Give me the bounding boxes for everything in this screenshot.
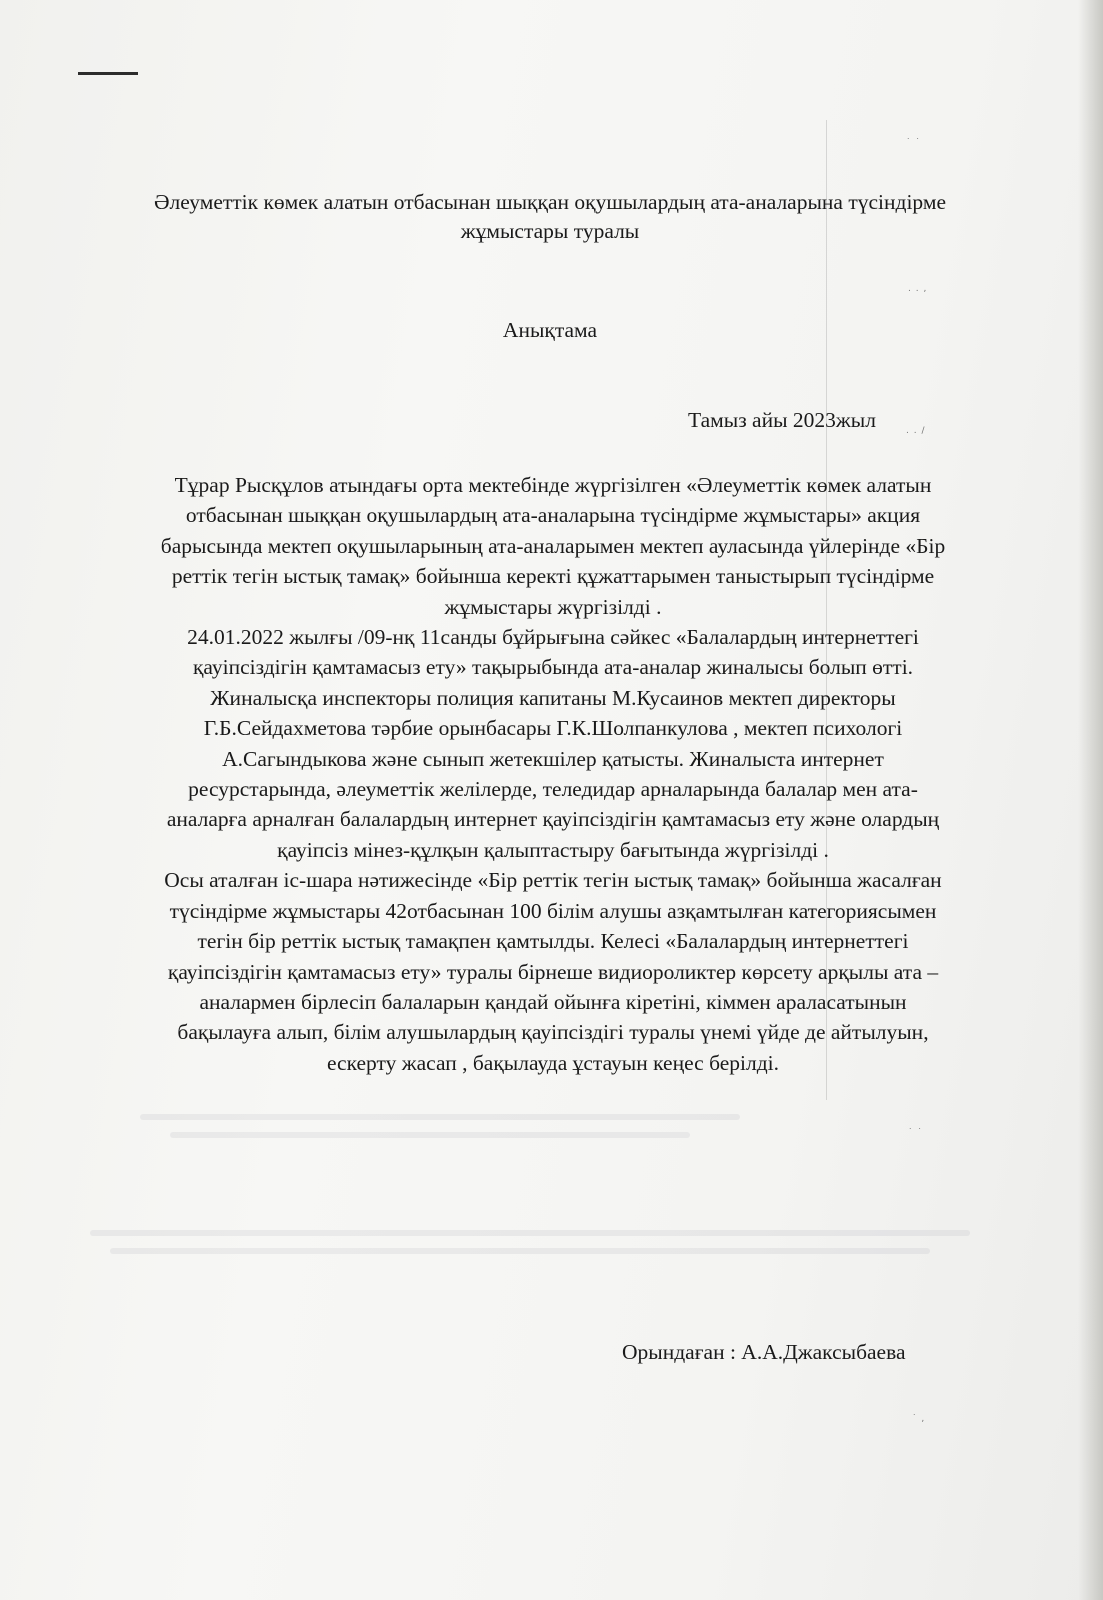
body-line: түсіндірме жұмыстары 42отбасынан 100 білім алушы азқамтылған категориясымен — [169, 898, 937, 923]
document-body — [58, 470, 1048, 1078]
show-through-text — [80, 1110, 980, 1270]
body-line: барысында мектеп оқушыларының ата-аналарымен мектеп ауласында үйлерінде «Бір — [160, 533, 946, 558]
scan-speck: ˙ ˙ — [908, 1128, 923, 1138]
document-title: Әлеуметтік көмек алатын отбасынан шыққан оқушылардың ата-аналарына түсіндірме жұмыстары туралы — [154, 190, 946, 243]
body-line: Осы аталған іс-шара нәтижесінде «Бір реттік тегін ыстық тамақ» бойынша жасалған — [164, 868, 942, 893]
body-line: А.Сагындыкова және сынып жетекшілер қатысты. Жиналыста интернет — [222, 746, 884, 771]
scan-speck: . . / — [906, 426, 926, 436]
body-line: бақылауға алып, білім алушылардың қауіпсіздігі туралы үнемі үйде де айтылуын, — [177, 1020, 929, 1045]
signature-line: Орындаған : А.А.Джаксыбаева — [622, 1340, 906, 1364]
body-line: жұмыстары жүргізілді . — [444, 594, 662, 619]
scan-speck: ˙ , — [912, 1414, 926, 1424]
body-line: Жиналысқа инспекторы полиция капитаны М.Кусаинов мектеп директоры — [210, 685, 896, 710]
scan-speck: ˙ ˙ — [906, 138, 921, 148]
body-line: аналармен бірлесіп балаларын қандай ойынға кіретіні, кіммен араласатынын — [199, 989, 907, 1014]
body-line: ресурстарында, әлеуметтік желілерде, теледидар арналарында балалар мен ата- — [188, 777, 918, 802]
body-line: Г.Б.Сейдахметова тәрбие орынбасары Г.К.Шолпанкулова , мектеп психологі — [203, 716, 903, 741]
body-line: реттік тегін ыстық тамақ» бойынша керекті құжаттарымен таныстырып түсіндірме — [171, 564, 935, 589]
top-dash-mark — [78, 72, 138, 75]
body-line: ескерту жасап , бақылауда ұстауын кеңес берілді. — [326, 1050, 780, 1075]
body-line: қауіпсіз мінез-құлқын қалыптастыру бағытында жүргізілді . — [277, 837, 829, 862]
body-line: тегін бір реттік ыстық тамақпен қамтылды. Келесі «Балалардың интернеттегі — [197, 929, 909, 954]
body-line: 24.01.2022 жылғы /09-нқ 11санды бұйрығына сәйкес «Балалардың интернеттегі — [187, 625, 919, 650]
body-line: Тұрар Рысқұлов атындағы орта мектебінде жүргізілген «Әлеуметтік көмек алатын — [174, 473, 932, 497]
body-line: отбасынан шыққан оқушылардың ата-аналарына түсіндірме жұмыстары» акция — [185, 503, 921, 528]
page-edge-shadow — [1078, 0, 1103, 1600]
body-line: аналарға арналған балалардың интернет қауіпсіздігін қамтамасыз ету және олардың — [166, 807, 940, 832]
document-heading: Анықтама — [502, 318, 598, 342]
body-line: қауіпсіздігін қамтамасыз ету» тақырыбында ата-аналар жиналысы болып өтті. — [192, 655, 914, 680]
document-date: Тамыз айы 2023жыл — [688, 408, 876, 432]
scan-speck: . . , — [908, 284, 928, 294]
body-line: қауіпсіздігін қамтамасыз ету» туралы бірнеше видиороликтер көрсету арқылы ата – — [167, 959, 939, 984]
